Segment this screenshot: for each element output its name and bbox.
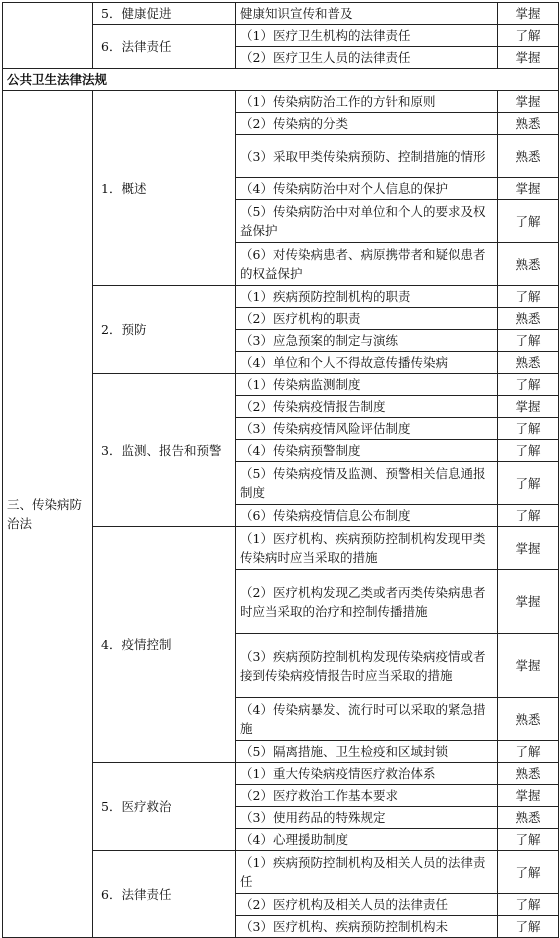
item-cell: （4）传染病防治中对个人信息的保护 (236, 178, 498, 200)
unit-cell: 4．疫情控制 (93, 527, 236, 763)
item-cell: （2）传染病疫情报告制度 (236, 396, 498, 418)
level-cell: 熟悉 (498, 135, 559, 178)
item-cell: 健康知识宣传和普及 (236, 3, 498, 25)
item-cell: （3）使用药品的特殊规定 (236, 807, 498, 829)
item-cell: （3）疾病预防控制机构发现传染病疫情或者接到传染病疫情报告时应当采取的措施 (236, 634, 498, 698)
level-cell: 了解 (498, 462, 559, 505)
level-cell: 掌握 (498, 785, 559, 807)
item-cell: （2）医疗机构的职责 (236, 308, 498, 330)
item-cell: （6）对传染病患者、病原携带者和疑似患者的权益保护 (236, 243, 498, 286)
item-cell: （5）传染病防治中对单位和个人的要求及权益保护 (236, 200, 498, 243)
level-cell: 了解 (498, 418, 559, 440)
level-cell: 了解 (498, 916, 559, 938)
item-cell: （4）传染病暴发、流行时可以采取的紧急措施 (236, 698, 498, 741)
item-cell: （3）医疗机构、疾病预防控制机构未 (236, 916, 498, 938)
unit-cell: 3．监测、报告和预警 (93, 374, 236, 527)
item-cell: （2）传染病的分类 (236, 113, 498, 135)
item-cell: （1）传染病监测制度 (236, 374, 498, 396)
section-title: 公共卫生法律法规 (3, 69, 559, 91)
table-row (3, 3, 559, 25)
level-cell: 熟悉 (498, 308, 559, 330)
level-cell: 掌握 (498, 3, 559, 25)
level-cell: 掌握 (498, 91, 559, 113)
syllabus-table-sheet (2, 2, 558, 938)
item-cell: （1）疾病预防控制机构的职责 (236, 286, 498, 308)
level-cell: 了解 (498, 286, 559, 308)
item-cell: （5）隔离措施、卫生检疫和区域封锁 (236, 741, 498, 763)
level-cell: 了解 (498, 829, 559, 851)
item-cell: （3）采取甲类传染病预防、控制措施的情形 (236, 135, 498, 178)
level-cell: 了解 (498, 200, 559, 243)
level-cell: 了解 (498, 25, 559, 47)
level-cell: 掌握 (498, 47, 559, 69)
syllabus-table (2, 2, 559, 938)
unit-cell: 6．法律责任 (93, 851, 236, 938)
unit-cell: 5．健康促进 (93, 3, 236, 25)
level-cell: 熟悉 (498, 352, 559, 374)
item-cell: （4）单位和个人不得故意传播传染病 (236, 352, 498, 374)
level-cell: 了解 (498, 894, 559, 916)
level-cell: 掌握 (498, 178, 559, 200)
chapter-cell-empty (3, 3, 93, 69)
item-cell: （4）传染病预警制度 (236, 440, 498, 462)
level-cell: 了解 (498, 330, 559, 352)
item-cell: （2）医疗救治工作基本要求 (236, 785, 498, 807)
item-cell: （2）医疗机构发现乙类或者丙类传染病患者时应当采取的治疗和控制传播措施 (236, 570, 498, 634)
table-row (3, 91, 559, 113)
level-cell: 掌握 (498, 396, 559, 418)
unit-cell: 5．医疗救治 (93, 763, 236, 851)
level-cell: 熟悉 (498, 763, 559, 785)
item-cell: （1）医疗卫生机构的法律责任 (236, 25, 498, 47)
level-cell: 了解 (498, 440, 559, 462)
level-cell: 了解 (498, 374, 559, 396)
level-cell: 掌握 (498, 570, 559, 634)
unit-cell: 6．法律责任 (93, 25, 236, 69)
level-cell: 了解 (498, 851, 559, 894)
item-cell: （4）心理援助制度 (236, 829, 498, 851)
level-cell: 了解 (498, 505, 559, 527)
chapter-cell: 三、传染病防治法 (3, 91, 93, 938)
item-cell: （1）重大传染病疫情医疗救治体系 (236, 763, 498, 785)
level-cell: 熟悉 (498, 113, 559, 135)
item-cell: （1）医疗机构、疾病预防控制机构发现甲类传染病时应当采取的措施 (236, 527, 498, 570)
level-cell: 熟悉 (498, 698, 559, 741)
section-header-row (3, 69, 559, 91)
item-cell: （5）传染病疫情及监测、预警相关信息通报制度 (236, 462, 498, 505)
item-cell: （6）传染病疫情信息公布制度 (236, 505, 498, 527)
item-cell: （2）医疗卫生人员的法律责任 (236, 47, 498, 69)
unit-cell: 1．概述 (93, 91, 236, 286)
item-cell: （1）疾病预防控制机构及相关人员的法律责任 (236, 851, 498, 894)
level-cell: 了解 (498, 741, 559, 763)
item-cell: （3）传染病疫情风险评估制度 (236, 418, 498, 440)
level-cell: 熟悉 (498, 807, 559, 829)
item-cell: （2）医疗机构及相关人员的法律责任 (236, 894, 498, 916)
item-cell: （1）传染病防治工作的方针和原则 (236, 91, 498, 113)
level-cell: 熟悉 (498, 243, 559, 286)
level-cell: 掌握 (498, 634, 559, 698)
item-cell: （3）应急预案的制定与演练 (236, 330, 498, 352)
level-cell: 掌握 (498, 527, 559, 570)
unit-cell: 2．预防 (93, 286, 236, 374)
